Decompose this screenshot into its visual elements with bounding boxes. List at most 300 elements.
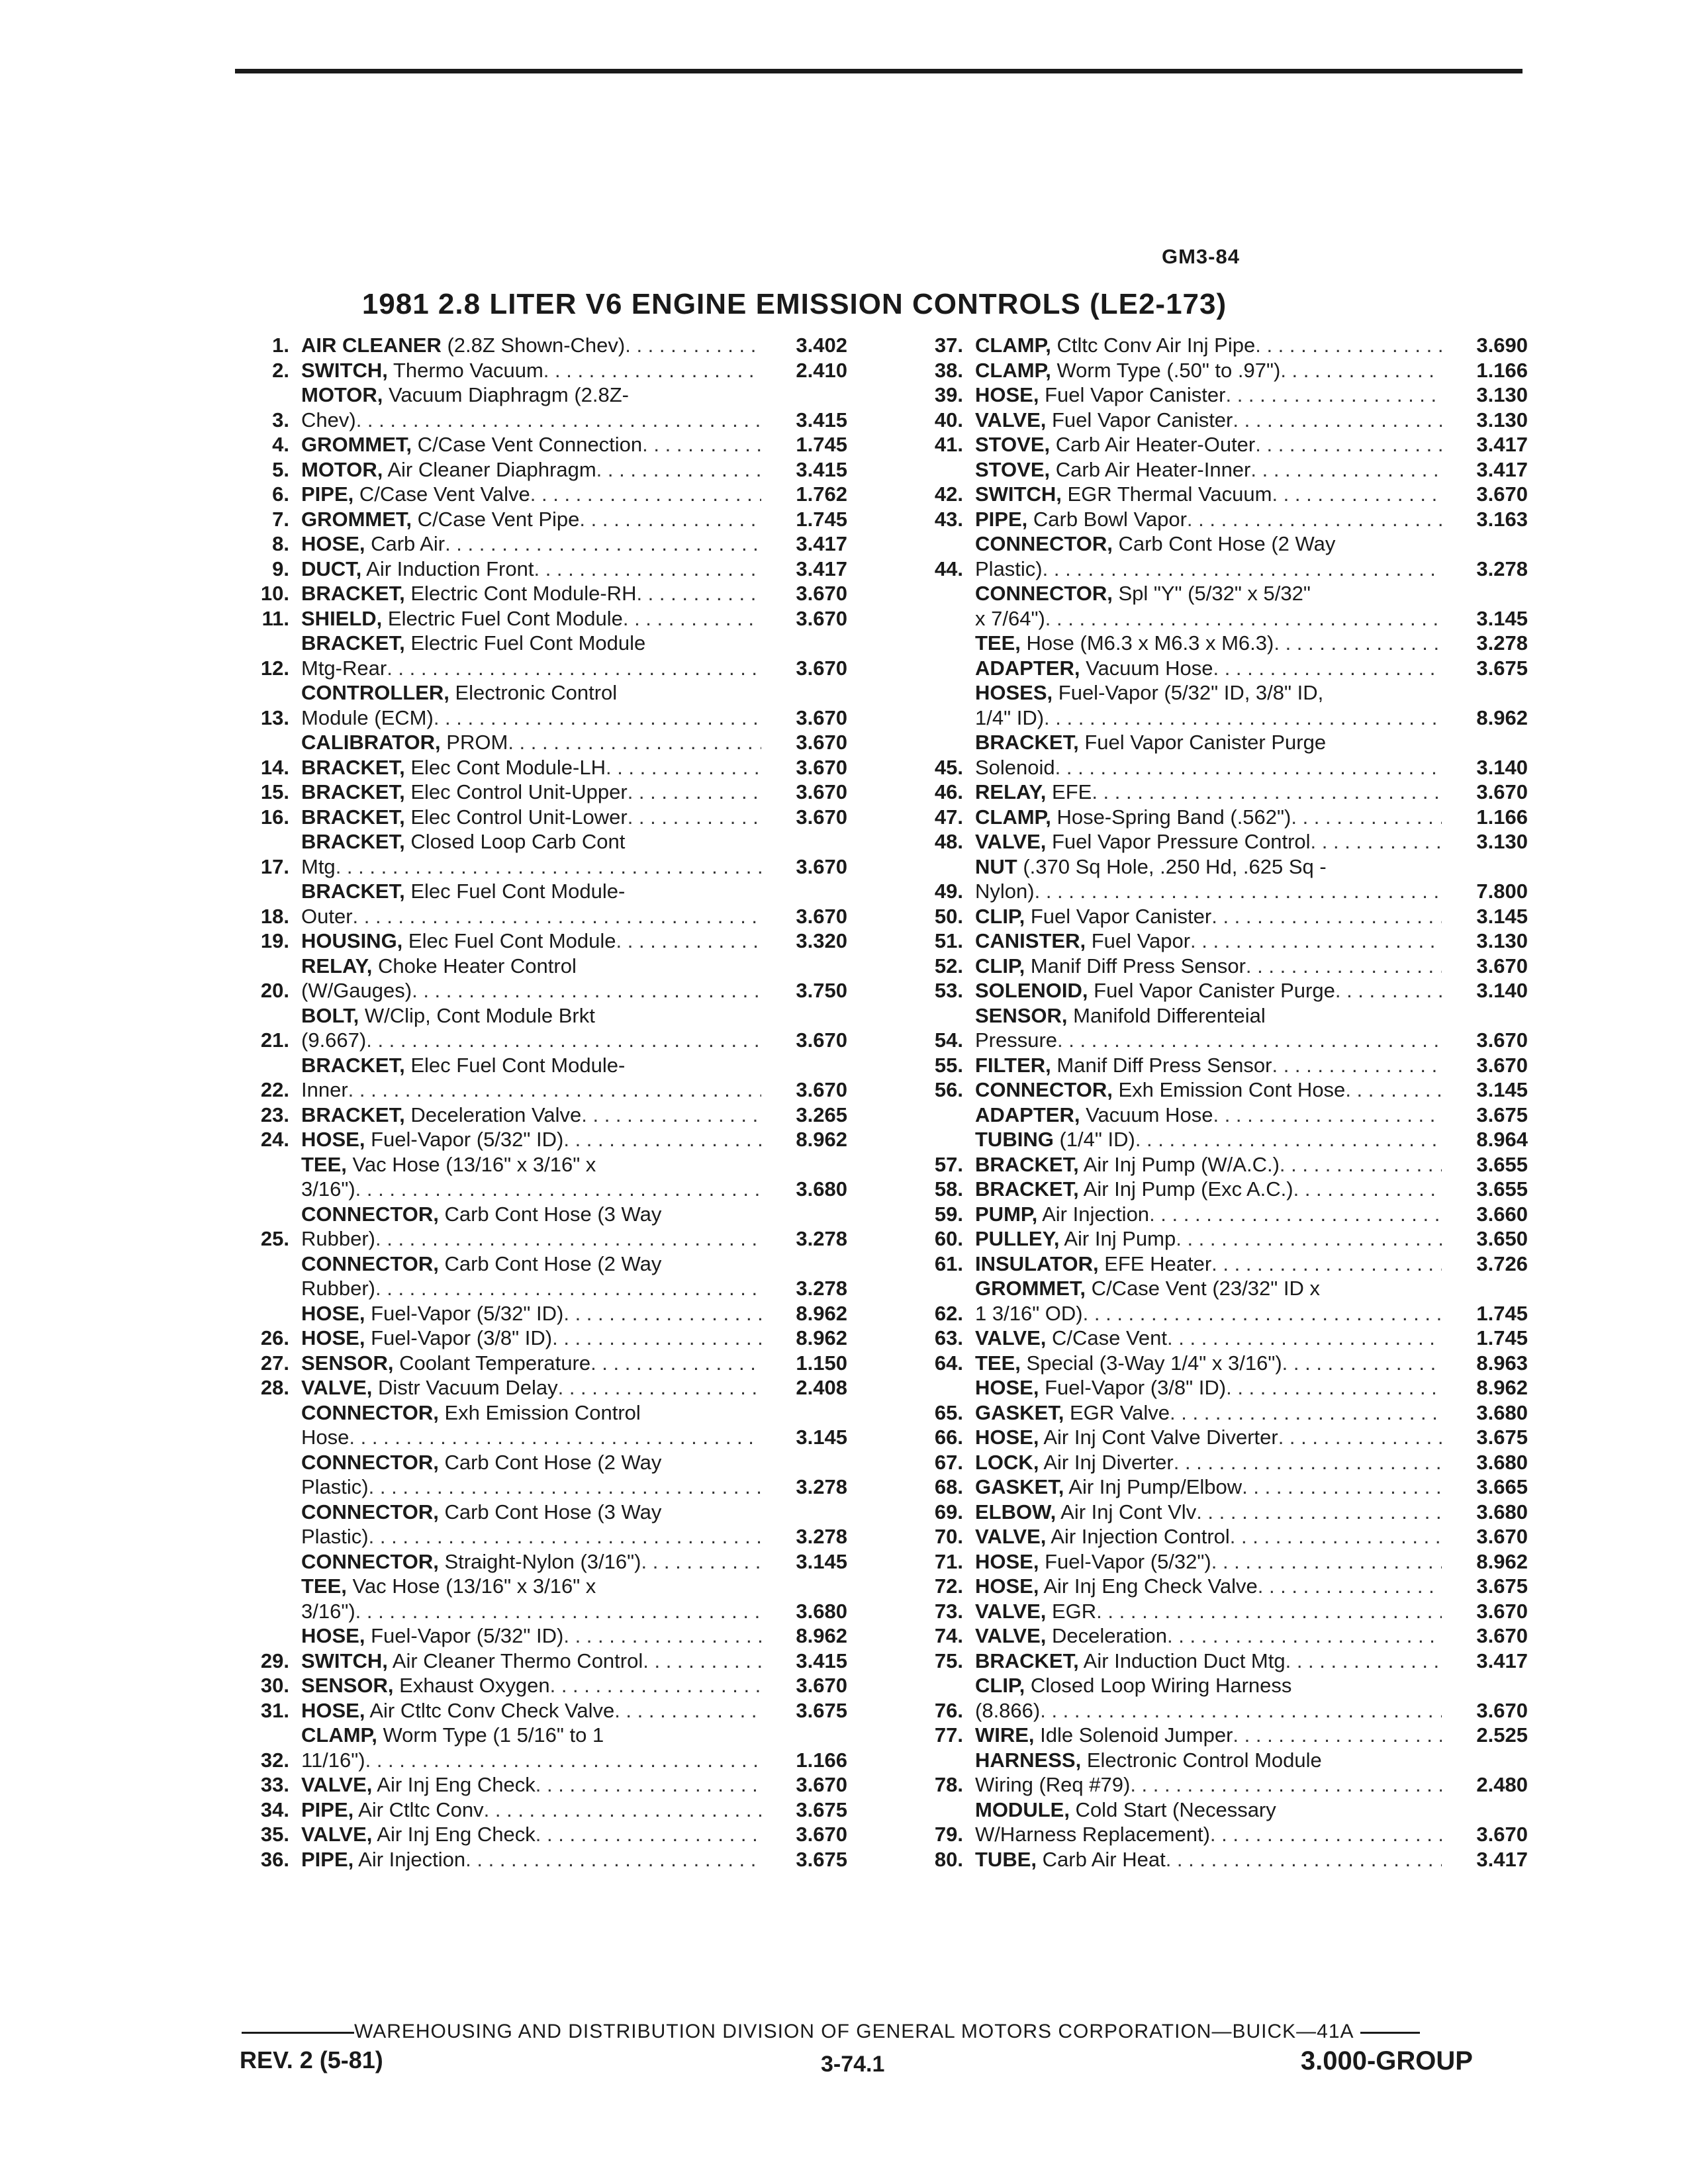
dot-leader bbox=[1291, 805, 1442, 830]
dot-leader bbox=[375, 1276, 761, 1301]
part-name: FILTER, bbox=[975, 1053, 1051, 1077]
group-number: 3.163 bbox=[1476, 507, 1528, 531]
group-number: 8.962 bbox=[796, 1624, 847, 1647]
part-number: 76. bbox=[934, 1698, 963, 1722]
part-description bbox=[975, 680, 1442, 730]
part-number: 69. bbox=[934, 1500, 963, 1524]
part-name: VALVE, bbox=[975, 1599, 1047, 1623]
part-number: 54. bbox=[934, 1028, 963, 1052]
part-name: TEE, bbox=[975, 631, 1021, 655]
part-description bbox=[975, 1251, 1442, 1277]
description-line bbox=[301, 457, 761, 482]
dot-leader bbox=[1035, 879, 1442, 904]
dot-leader bbox=[1174, 1450, 1442, 1475]
part-number: 65. bbox=[934, 1400, 963, 1424]
description-line bbox=[301, 1549, 761, 1574]
part-detail: Mtg-Rear bbox=[301, 656, 387, 680]
part-name: DUCT, bbox=[301, 557, 362, 580]
part-number: 61. bbox=[934, 1251, 963, 1275]
part-name: CONTROLLER, bbox=[301, 681, 449, 704]
part-row bbox=[225, 805, 847, 830]
group-number: 3.670 bbox=[796, 780, 847, 803]
part-description bbox=[301, 557, 761, 582]
part-name: HOSE, bbox=[301, 1698, 365, 1722]
part-detail: Air Injection Control bbox=[1046, 1525, 1230, 1548]
part-detail: Fuel Vapor Pressure Control bbox=[1046, 830, 1311, 853]
part-row bbox=[899, 1351, 1528, 1376]
part-description bbox=[975, 531, 1442, 581]
part-row bbox=[899, 730, 1528, 780]
description-line bbox=[301, 1226, 761, 1251]
description-line bbox=[975, 755, 1442, 780]
group-number: 3.670 bbox=[796, 1028, 847, 1052]
part-name: CALIBRATOR, bbox=[301, 731, 441, 754]
dot-leader bbox=[623, 606, 761, 631]
dot-leader bbox=[1187, 507, 1442, 532]
group-number: 3.670 bbox=[796, 656, 847, 680]
part-detail: C/Case Vent bbox=[1046, 1326, 1168, 1349]
part-description bbox=[301, 1152, 761, 1202]
part-row bbox=[225, 1450, 847, 1500]
part-name: BRACKET, bbox=[301, 880, 405, 903]
part-description bbox=[975, 978, 1442, 1003]
part-detail: Carb Cont Hose (2 Way bbox=[438, 1251, 662, 1275]
dot-leader bbox=[1225, 383, 1442, 408]
part-detail: Elec Fuel Cont Module- bbox=[404, 880, 626, 903]
part-name: HOSE, bbox=[975, 1549, 1039, 1573]
part-number: 38. bbox=[934, 358, 963, 382]
dot-leader bbox=[617, 680, 761, 705]
description-line bbox=[975, 1326, 1442, 1351]
part-number: 79. bbox=[934, 1823, 963, 1846]
part-detail: Plastic) bbox=[975, 557, 1043, 580]
dot-leader bbox=[536, 1822, 761, 1847]
dot-leader bbox=[661, 1251, 761, 1277]
part-detail: Carb Cont Hose (3 Way bbox=[438, 1202, 662, 1226]
part-detail: Special (3-Way 1/4" x 3/16") bbox=[1020, 1351, 1282, 1375]
part-description bbox=[975, 1475, 1442, 1500]
part-description bbox=[301, 606, 761, 631]
group-number: 3.670 bbox=[796, 904, 847, 928]
part-name: VALVE, bbox=[301, 1773, 373, 1796]
part-row bbox=[225, 1797, 847, 1823]
dot-leader bbox=[465, 1847, 761, 1872]
part-description bbox=[301, 383, 761, 432]
description-line bbox=[975, 1549, 1442, 1574]
part-row bbox=[225, 1301, 847, 1326]
part-row bbox=[899, 1375, 1528, 1400]
part-row bbox=[225, 581, 847, 606]
dot-leader bbox=[1311, 829, 1442, 854]
part-detail: Fuel-Vapor (5/32") bbox=[1039, 1549, 1211, 1573]
part-detail: Hose (M6.3 x M6.3 x M6.3) bbox=[1020, 631, 1274, 655]
description-line bbox=[975, 383, 1442, 408]
dot-leader bbox=[508, 730, 761, 755]
part-detail: (2.8Z Shown-Chev) bbox=[441, 334, 626, 357]
part-name: SWITCH, bbox=[975, 482, 1062, 506]
dot-leader bbox=[387, 656, 761, 681]
part-row bbox=[899, 1326, 1528, 1351]
dot-leader bbox=[596, 457, 761, 482]
part-description bbox=[975, 854, 1442, 904]
part-name: CLIP, bbox=[975, 904, 1025, 928]
part-detail: EGR Thermal Vacuum bbox=[1061, 482, 1272, 506]
description-line bbox=[975, 1177, 1442, 1202]
dot-leader bbox=[1176, 1226, 1442, 1251]
description-line bbox=[975, 333, 1442, 358]
part-number: 15. bbox=[260, 780, 289, 803]
part-number: 2. bbox=[272, 358, 289, 382]
description-line bbox=[301, 1028, 761, 1053]
part-number: 19. bbox=[260, 929, 289, 952]
part-name: BRACKET, bbox=[301, 1053, 405, 1077]
part-name: HOSE, bbox=[301, 1301, 365, 1325]
part-row bbox=[225, 1723, 847, 1772]
group-number: 3.675 bbox=[796, 1797, 847, 1821]
part-name: NUT bbox=[975, 854, 1017, 878]
description-line bbox=[301, 1351, 761, 1376]
part-name: SWITCH, bbox=[301, 1649, 388, 1672]
description-line bbox=[301, 1475, 761, 1500]
part-detail: Coolant Temperature bbox=[393, 1351, 591, 1375]
part-name: CANISTER, bbox=[975, 929, 1086, 952]
part-description bbox=[975, 1152, 1442, 1177]
part-number: 46. bbox=[934, 780, 963, 803]
dot-leader bbox=[616, 929, 761, 954]
description-line bbox=[301, 1326, 761, 1351]
part-description bbox=[975, 929, 1442, 954]
part-description bbox=[975, 1797, 1442, 1847]
part-name: VALVE, bbox=[975, 408, 1047, 432]
description-line bbox=[975, 1673, 1442, 1698]
part-detail: Fuel Vapor Canister bbox=[1039, 383, 1226, 406]
description-line bbox=[301, 1450, 761, 1475]
description-line bbox=[301, 1127, 761, 1152]
dot-leader bbox=[1226, 1375, 1442, 1400]
description-line bbox=[975, 1772, 1442, 1797]
dot-leader bbox=[1211, 1251, 1442, 1277]
description-line bbox=[975, 631, 1442, 656]
part-row bbox=[899, 1723, 1528, 1748]
part-detail: (1/4" ID) bbox=[1053, 1128, 1135, 1151]
group-number: 3.130 bbox=[1476, 929, 1528, 952]
dot-leader bbox=[534, 557, 761, 582]
part-row bbox=[225, 531, 847, 557]
part-number: 37. bbox=[934, 334, 963, 357]
part-name: MOTOR, bbox=[301, 457, 383, 481]
group-number: 2.525 bbox=[1476, 1723, 1528, 1747]
part-name: RELAY, bbox=[975, 780, 1047, 803]
description-line bbox=[975, 1450, 1442, 1475]
description-line bbox=[975, 1500, 1442, 1525]
part-name: ADAPTER, bbox=[975, 656, 1080, 680]
top-rule bbox=[235, 69, 1523, 73]
part-name: VALVE, bbox=[301, 1823, 373, 1846]
part-number: 63. bbox=[934, 1326, 963, 1349]
group-number: 3.670 bbox=[1476, 482, 1528, 506]
description-line bbox=[975, 457, 1442, 482]
dot-leader bbox=[1278, 1425, 1442, 1450]
group-number: 3.675 bbox=[1476, 1574, 1528, 1598]
dot-leader bbox=[590, 1351, 761, 1376]
part-row bbox=[225, 929, 847, 954]
part-name: TEE, bbox=[301, 1574, 347, 1598]
description-line bbox=[301, 1152, 761, 1177]
part-name: TEE, bbox=[975, 1351, 1021, 1375]
dot-leader bbox=[596, 1152, 761, 1177]
part-detail: Electric Cont Module-RH bbox=[404, 582, 637, 605]
part-row bbox=[899, 1797, 1528, 1847]
part-number: 10. bbox=[260, 582, 289, 605]
dot-leader bbox=[1274, 631, 1442, 656]
description-line bbox=[301, 730, 761, 755]
dot-leader bbox=[336, 854, 761, 880]
part-row bbox=[225, 829, 847, 879]
part-detail: Straight-Nylon (3/16") bbox=[438, 1549, 641, 1573]
group-number: 3.680 bbox=[796, 1599, 847, 1623]
part-row bbox=[225, 1103, 847, 1128]
description-line bbox=[301, 1797, 761, 1823]
part-description bbox=[301, 1723, 761, 1772]
group-number: 3.670 bbox=[1476, 780, 1528, 803]
part-detail: C/Case Vent Connection bbox=[412, 433, 643, 456]
part-row bbox=[225, 680, 847, 730]
part-description bbox=[301, 1400, 761, 1450]
part-number: 52. bbox=[934, 954, 963, 978]
part-row bbox=[225, 432, 847, 457]
part-row bbox=[899, 1226, 1528, 1251]
part-row bbox=[899, 581, 1528, 631]
description-line bbox=[301, 1202, 761, 1227]
part-description bbox=[975, 631, 1442, 656]
group-number: 3.278 bbox=[1476, 557, 1528, 580]
dot-leader bbox=[1272, 1053, 1442, 1078]
part-row bbox=[899, 929, 1528, 954]
group-number: 3.675 bbox=[796, 1847, 847, 1871]
description-line bbox=[975, 1202, 1442, 1227]
group-number: 3.140 bbox=[1476, 755, 1528, 779]
group-number: 3.670 bbox=[1476, 1028, 1528, 1052]
part-row bbox=[899, 1649, 1528, 1674]
group-number: 3.278 bbox=[796, 1277, 847, 1300]
part-description bbox=[301, 1847, 761, 1872]
part-description bbox=[975, 954, 1442, 979]
part-detail: Carb Air Heater-Inner bbox=[1050, 457, 1251, 481]
dot-leader bbox=[434, 705, 761, 731]
description-line bbox=[975, 1301, 1442, 1326]
part-description bbox=[975, 1549, 1442, 1574]
part-row bbox=[225, 755, 847, 780]
description-line bbox=[301, 656, 761, 681]
part-description bbox=[301, 333, 761, 358]
description-line bbox=[975, 1574, 1442, 1599]
part-number: 12. bbox=[260, 656, 289, 680]
dot-leader bbox=[550, 1673, 761, 1698]
group-number: 8.962 bbox=[1476, 1376, 1528, 1399]
part-name: CLIP, bbox=[975, 954, 1025, 978]
part-description bbox=[975, 507, 1442, 532]
dot-leader bbox=[366, 1028, 761, 1053]
group-number: 3.675 bbox=[796, 1698, 847, 1722]
dot-leader bbox=[1233, 408, 1442, 433]
part-description bbox=[975, 904, 1442, 929]
part-detail: EGR Valve bbox=[1064, 1400, 1170, 1424]
dot-leader bbox=[348, 1077, 761, 1103]
group-number: 3.660 bbox=[1476, 1202, 1528, 1226]
part-name: VALVE, bbox=[975, 1525, 1047, 1548]
part-row bbox=[899, 829, 1528, 854]
part-number: 58. bbox=[934, 1177, 963, 1201]
part-detail: Ctltc Conv Air Inj Pipe bbox=[1051, 334, 1256, 357]
part-description bbox=[975, 780, 1442, 805]
group-number: 3.650 bbox=[1476, 1227, 1528, 1250]
part-number: 13. bbox=[260, 705, 289, 729]
group-number: 3.670 bbox=[1476, 1823, 1528, 1846]
dot-leader bbox=[1092, 780, 1442, 805]
dot-leader bbox=[1196, 1500, 1442, 1525]
part-row bbox=[225, 457, 847, 482]
group-number: 3.675 bbox=[1476, 1426, 1528, 1449]
dot-leader bbox=[1055, 755, 1442, 780]
description-line bbox=[301, 1524, 761, 1549]
dot-leader bbox=[579, 507, 761, 532]
description-line bbox=[975, 1425, 1442, 1450]
part-row bbox=[225, 1673, 847, 1698]
part-number: 21. bbox=[260, 1028, 289, 1052]
part-row bbox=[225, 1500, 847, 1549]
part-detail: Elec Cont Module-LH bbox=[404, 755, 606, 779]
part-row bbox=[899, 1251, 1528, 1277]
part-name: VALVE, bbox=[975, 1624, 1047, 1647]
description-line bbox=[301, 954, 761, 979]
dot-leader bbox=[595, 1003, 761, 1028]
dot-leader bbox=[1255, 333, 1442, 358]
part-number: 66. bbox=[934, 1426, 963, 1449]
dot-leader bbox=[629, 383, 761, 408]
description-line bbox=[301, 1276, 761, 1301]
part-row bbox=[225, 1053, 847, 1103]
part-number: 14. bbox=[260, 755, 289, 779]
group-number: 3.690 bbox=[1476, 334, 1528, 357]
part-number: 42. bbox=[934, 482, 963, 506]
part-row bbox=[225, 333, 847, 358]
part-row bbox=[225, 1822, 847, 1847]
description-line bbox=[301, 408, 761, 433]
dot-leader bbox=[1040, 1698, 1442, 1723]
part-description bbox=[975, 1003, 1442, 1053]
part-description bbox=[975, 581, 1442, 631]
part-detail: Air Ctltc Conv Check Valve bbox=[365, 1698, 615, 1722]
part-detail: Deceleration Valve bbox=[404, 1103, 582, 1126]
part-row bbox=[899, 1152, 1528, 1177]
description-line bbox=[301, 705, 761, 731]
group-number: 3.140 bbox=[1476, 979, 1528, 1002]
dot-leader bbox=[1083, 1301, 1442, 1326]
dot-leader bbox=[1045, 606, 1442, 631]
part-row bbox=[899, 1103, 1528, 1128]
part-description bbox=[975, 1276, 1442, 1326]
group-number: 3.417 bbox=[1476, 433, 1528, 456]
dot-leader bbox=[369, 1475, 761, 1500]
part-detail: Mtg bbox=[301, 854, 336, 878]
part-number: 62. bbox=[934, 1301, 963, 1325]
group-number: 8.962 bbox=[796, 1128, 847, 1151]
part-name: GASKET, bbox=[975, 1475, 1064, 1498]
dot-leader bbox=[661, 1450, 761, 1475]
part-name: RELAY, bbox=[301, 954, 373, 978]
part-description bbox=[975, 1400, 1442, 1426]
group-number: 3.278 bbox=[796, 1475, 847, 1498]
dot-leader bbox=[552, 1326, 761, 1351]
part-number: 24. bbox=[260, 1128, 289, 1151]
part-detail: Distr Vacuum Delay bbox=[372, 1376, 558, 1399]
group-number: 3.670 bbox=[796, 805, 847, 829]
part-description bbox=[301, 954, 761, 1003]
part-row bbox=[899, 904, 1528, 929]
part-detail: Cold Start (Necessary bbox=[1069, 1797, 1276, 1821]
part-row bbox=[899, 1202, 1528, 1227]
part-detail: Electronic Control Module bbox=[1081, 1748, 1322, 1772]
dot-leader bbox=[1291, 1673, 1442, 1698]
part-number: 77. bbox=[934, 1723, 963, 1747]
footer-rule-left bbox=[242, 2032, 354, 2034]
part-description bbox=[975, 1103, 1442, 1128]
part-name: HOSE, bbox=[975, 383, 1039, 406]
dot-leader bbox=[581, 1103, 761, 1128]
part-number: 6. bbox=[272, 482, 289, 506]
part-detail: Vacuum Diaphragm (2.8Z- bbox=[383, 383, 629, 406]
dot-leader bbox=[1246, 954, 1442, 979]
part-name: BRACKET, bbox=[301, 805, 405, 829]
part-description bbox=[301, 1351, 761, 1376]
part-detail: Closed Loop Wiring Harness bbox=[1025, 1674, 1292, 1697]
part-description bbox=[301, 358, 761, 383]
part-detail: W/Harness Replacement) bbox=[975, 1823, 1210, 1846]
part-number: 73. bbox=[934, 1599, 963, 1623]
group-number: 8.962 bbox=[796, 1301, 847, 1325]
part-description bbox=[301, 730, 761, 755]
part-detail: Air Injection bbox=[353, 1847, 466, 1871]
part-name: HARNESS, bbox=[975, 1748, 1082, 1772]
description-line bbox=[301, 581, 761, 606]
dot-leader bbox=[643, 1649, 761, 1674]
group-number: 3.415 bbox=[796, 457, 847, 481]
dot-leader bbox=[1326, 730, 1442, 755]
dot-leader bbox=[530, 482, 761, 507]
dot-leader bbox=[1335, 978, 1442, 1003]
part-name: CONNECTOR, bbox=[975, 582, 1113, 605]
part-detail: Closed Loop Carb Cont bbox=[404, 830, 626, 853]
part-description bbox=[975, 1226, 1442, 1251]
part-number: 67. bbox=[934, 1450, 963, 1474]
part-description bbox=[975, 829, 1442, 854]
part-detail: C/Case Vent Pipe bbox=[412, 507, 580, 531]
part-name: WIRE, bbox=[975, 1723, 1035, 1747]
group-number: 3.675 bbox=[1476, 1103, 1528, 1126]
dot-leader bbox=[1255, 432, 1442, 457]
dot-leader bbox=[625, 879, 761, 904]
part-number: 25. bbox=[260, 1227, 289, 1250]
part-row bbox=[899, 1574, 1528, 1599]
description-line bbox=[301, 1698, 761, 1723]
part-name: INSULATOR, bbox=[975, 1251, 1099, 1275]
group-number: 2.480 bbox=[1476, 1773, 1528, 1796]
description-line bbox=[975, 929, 1442, 954]
group-number: 3.417 bbox=[1476, 1847, 1528, 1871]
description-line bbox=[301, 1003, 761, 1028]
part-number: 49. bbox=[934, 880, 963, 903]
group-number: 3.680 bbox=[796, 1177, 847, 1201]
